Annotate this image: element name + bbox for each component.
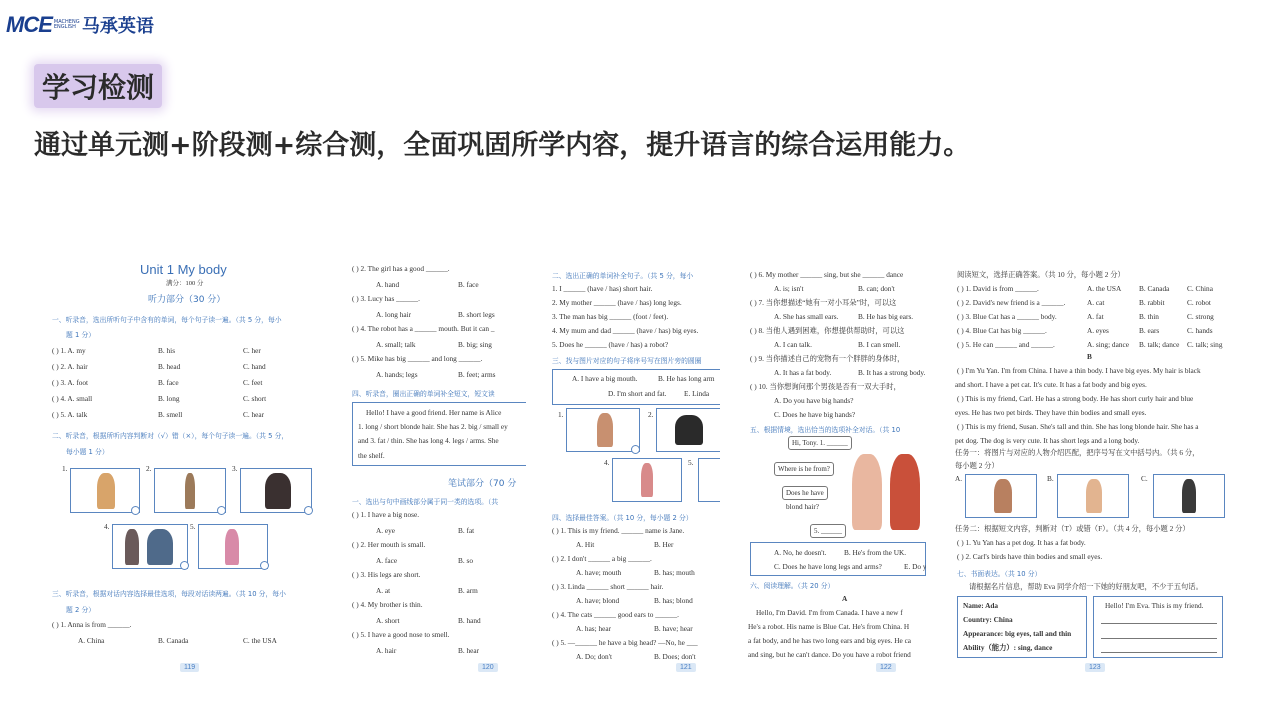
option: A. have; mouth <box>576 568 622 577</box>
speech-bubble: Does he have <box>782 486 828 500</box>
option: C. hand <box>243 362 266 371</box>
question: ( ) 5. He can ______ and ______. <box>957 340 1055 349</box>
option: A. face <box>376 556 398 565</box>
passage-line: pet dog. The dog is very cute. It has short legs and a long body. <box>955 436 1140 445</box>
option: C. talk; sing <box>1187 340 1223 349</box>
question: ( ) 9. 当你描述自己的宠物有一个胖胖的身体时， <box>750 354 905 363</box>
passage-label: A <box>842 594 848 603</box>
option: A. China <box>78 636 105 645</box>
picture-girl-yoga <box>612 458 682 502</box>
item-number: 4. <box>104 522 110 531</box>
item-number: 5. <box>688 458 694 467</box>
item-number: 1. <box>558 410 564 419</box>
passage-line: ( ) I'm Yu Yan. I'm from China. I have a thin body. I have big eyes. My hair is black <box>957 366 1201 375</box>
option: B. have; hear <box>654 624 693 633</box>
option: B. so <box>458 556 474 565</box>
section-heading: 七、书面表达。（共 10 分） <box>957 570 1042 578</box>
answer-circle[interactable] <box>131 506 140 515</box>
question: ( ) 6. My mother ______ sing, but she ______ dance <box>750 270 904 279</box>
option: B. his <box>158 346 176 355</box>
passage-line: and 3. fat / thin. She has long 4. legs / arms. She <box>358 436 499 445</box>
question: ( ) 1. Anna is from ______. <box>52 620 132 629</box>
option: A. small; talk <box>376 340 416 349</box>
option: B. hear <box>458 646 480 655</box>
passage-line: He's a robot. His name is Blue Cat. He's from China. H <box>748 622 910 631</box>
question: ( ) 5. Mike has big ______ and long ______. <box>352 354 483 363</box>
question: ( ) 7. 当你想描述“她有一对小耳朵”时，可以这 <box>750 298 897 307</box>
item-number: 1. <box>62 464 68 473</box>
option: A. cat <box>1087 298 1105 307</box>
picture-boy-mouth <box>566 408 640 452</box>
worksheet-page-123 <box>955 258 1230 678</box>
listening-heading: 听力部分（30 分） <box>148 295 226 305</box>
written-heading: 笔试部分（70 分 <box>448 479 517 489</box>
option: B. He has long arm <box>658 374 715 383</box>
passage-label: B <box>1087 352 1092 361</box>
option: B. face <box>158 378 179 387</box>
question: ( ) 1. A. my <box>52 346 86 355</box>
answer-circle[interactable] <box>631 445 640 454</box>
question: 3. The man has big ______ (foot / feet). <box>552 312 669 321</box>
question: ( ) 3. A. foot <box>52 378 89 387</box>
option: B. smell <box>158 410 183 419</box>
question: 5. Does he ______ (have / has) a robot? <box>552 340 669 349</box>
option: B. head <box>158 362 181 371</box>
option: B. It has a strong body. <box>858 368 926 377</box>
question: ( ) 4. Blue Cat has big ______. <box>957 326 1047 335</box>
question: ( ) 2. A. hair <box>52 362 88 371</box>
speech-bubble: Where is he from? <box>774 462 834 476</box>
question: 4. My mum and dad ______ (have / has) big eyes. <box>552 326 699 335</box>
option: D. I'm short and fat. <box>608 389 667 398</box>
question: ( ) 1. Yu Yan has a pet dog. It has a fat body. <box>957 538 1086 547</box>
question: ( ) 3. Lucy has ______. <box>352 294 420 303</box>
passage-line: a fat body, and he has two long ears and big eyes. He ca <box>748 636 912 645</box>
section-heading: 一、选出与句中画线部分属于同一类的选项。（共 <box>352 498 499 506</box>
picture-empty <box>698 458 720 502</box>
page-number: 121 <box>676 663 696 672</box>
section-heading: 三、听录音，根据对话内容选择最佳选项，每段对话读两遍。（共 10 分，每小 <box>52 590 286 598</box>
question: ( ) 2. The girl has a good ______. <box>352 264 450 273</box>
question: ( ) 8. 当他人遇到困难，你想提供帮助时，可以这 <box>750 326 905 335</box>
passage-line: and short. I have a pet cat. It's cute. It has a fat body and big eyes. <box>955 380 1147 389</box>
option: B. He has big ears. <box>858 312 914 321</box>
speech-bubble-cont: blond hair? <box>786 502 820 511</box>
page-number: 119 <box>180 663 199 672</box>
section-heading: 二、选出正确的单词补全句子。（共 5 分，每小 <box>552 272 694 280</box>
option: A. Do you have big hands? <box>774 396 854 405</box>
writing-line[interactable] <box>1101 638 1217 639</box>
card-country: Country: China <box>963 615 1013 624</box>
picture-label: B. <box>1047 474 1054 483</box>
option: C. Does he have long legs and arms? <box>774 562 882 571</box>
option: C. robot <box>1187 298 1211 307</box>
worksheet-page-121 <box>550 258 720 678</box>
option: A. at <box>376 586 391 595</box>
option: A. fat <box>1087 312 1104 321</box>
item-number: 2. <box>146 464 152 473</box>
picture-a <box>965 474 1037 518</box>
question: ( ) 2. Carl's birds have thin bodies and small eyes. <box>957 552 1103 561</box>
option: B. Her <box>654 540 674 549</box>
passage-line: Hello, I'm David. I'm from Canada. I have a new f <box>756 608 903 617</box>
card-ability: Ability（能力）: sing, dance <box>963 643 1053 652</box>
question: ( ) 5. I have a good nose to smell. <box>352 630 450 639</box>
logo-mark: MCE <box>6 12 52 37</box>
answer-circle[interactable] <box>217 506 226 515</box>
question: ( ) 2. I don't ______ a big ______. <box>552 554 652 563</box>
section-heading: 五、根据情境，选出恰当的选项补全对话。（共 10 <box>750 426 901 434</box>
logo-sub: MACHENG ENGLISH <box>53 19 80 30</box>
option: A. is; isn't <box>774 284 804 293</box>
question: ( ) 10. 当你想询问那个男孩是否有一双大手时， <box>750 382 901 391</box>
question: ( ) 3. His legs are short. <box>352 570 421 579</box>
option: B. face <box>458 280 479 289</box>
question: ( ) 2. Her mouth is small. <box>352 540 426 549</box>
option: A. She has small ears. <box>774 312 839 321</box>
question: ( ) 3. Linda ______ short ______ hair. <box>552 582 664 591</box>
page-number: 120 <box>478 663 498 672</box>
option: A. hair <box>376 646 397 655</box>
option: A. Hit <box>576 540 595 549</box>
option: C. her <box>243 346 261 355</box>
girl-figure <box>852 454 882 530</box>
worksheet-page-122 <box>748 258 926 678</box>
passage-line: ( ) This is my friend, Carl. He has a strong body. He has short curly hair and blue <box>957 394 1194 403</box>
section-heading: 四、选择最佳答案。（共 10 分，每小题 2 分） <box>552 514 693 522</box>
picture-girl <box>154 468 226 513</box>
page-number: 122 <box>876 663 896 672</box>
card-name: Name: Ada <box>963 601 999 610</box>
logo <box>6 8 154 42</box>
option: B. fat <box>458 526 475 535</box>
option: B. Canada <box>158 636 189 645</box>
question: ( ) 3. Blue Cat has a ______ body. <box>957 312 1057 321</box>
option: B. short legs <box>458 310 495 319</box>
option: C. feet <box>243 378 263 387</box>
task-heading-cont: 每小题 2 分） <box>955 461 999 470</box>
option: A. eye <box>376 526 396 535</box>
worksheet-page-120 <box>350 258 526 678</box>
option: A. hands; legs <box>376 370 418 379</box>
task-heading: 任务一：将图片与对应的人物介绍匹配，把序号写在文中括号内。（共 6 分， <box>955 448 1200 457</box>
option: A. I have a big mouth. <box>572 374 638 383</box>
logo-brand: 马承英语 <box>81 16 154 37</box>
writing-line[interactable] <box>1101 623 1217 624</box>
section-heading: 六、阅读理解。（共 20 分） <box>750 582 835 590</box>
worksheet-page-119 <box>48 258 338 678</box>
answer-circle[interactable] <box>260 561 269 570</box>
option: A. have; blond <box>576 596 620 605</box>
question: ( ) 1. I have a big nose. <box>352 510 420 519</box>
picture-label: C. <box>1141 474 1148 483</box>
unit-title: Unit 1 My body <box>140 262 227 277</box>
question: ( ) 2. David's new friend is a ______. <box>957 298 1066 307</box>
section-heading: 二、听录音，根据所听内容判断对（√）错（×），每个句子读一遍。（共 5 分， <box>52 432 289 440</box>
question: 2. My mother ______ (have / has) long legs. <box>552 298 682 307</box>
option: B. long <box>158 394 180 403</box>
picture-b <box>1057 474 1129 518</box>
option: B. feet; arms <box>458 370 496 379</box>
option: A. has; hear <box>576 624 612 633</box>
option: A. long hair <box>376 310 412 319</box>
option: E. Linda <box>684 389 710 398</box>
picture-two-men <box>112 524 188 569</box>
instruction: 请根据名片信息，帮助 Eva 同学介绍一下她的好朋友吧，不少于五句话。 <box>969 582 1203 591</box>
speech-bubble: Hi, Tony. 1. ______ <box>788 436 852 450</box>
answer-circle[interactable] <box>180 561 189 570</box>
question: ( ) 4. My brother is thin. <box>352 600 423 609</box>
option: B. rabbit <box>1139 298 1165 307</box>
option: C. the USA <box>243 636 277 645</box>
option: A. Do; don't <box>576 652 612 661</box>
item-number: 2. <box>648 410 654 419</box>
question: ( ) 4. The cats ______ good ears to ______. <box>552 610 679 619</box>
picture-toucan <box>656 408 720 452</box>
option: A. the USA <box>1087 284 1122 293</box>
option: C. Does he have big hands? <box>774 410 856 419</box>
section-heading-cont: 每小题 1 分） <box>66 448 109 456</box>
passage-line: Hello! I have a good friend. Her name is Alice <box>366 408 502 417</box>
option: A. I can talk. <box>774 340 812 349</box>
section-heading: 三、找与图片对应的句子将序号写在图片旁的圆圈 <box>552 357 702 365</box>
question: ( ) 5. A. talk <box>52 410 88 419</box>
question: ( ) 1. This is my friend. ______ name is Jane. <box>552 526 685 535</box>
option: B. I can smell. <box>858 340 901 349</box>
option: A. eyes <box>1087 326 1109 335</box>
answer-circle[interactable] <box>304 506 313 515</box>
section-heading: 一、听录音，选出所听句子中含有的单词，每个句子读一遍。（共 5 分，每小 <box>52 316 282 324</box>
speech-bubble: 5. ______ <box>810 524 846 538</box>
full-score: 满分：100 分 <box>166 280 204 287</box>
option: A. sing; dance <box>1087 340 1129 349</box>
section-heading-cont: 题 1 分） <box>66 331 96 339</box>
option: C. short <box>243 394 267 403</box>
subtitle: 通过单元测+阶段测+综合测，全面巩固所学内容，提升语言的综合运用能力。 <box>34 130 971 161</box>
card-appearance: Appearance: big eyes, tall and thin <box>963 629 1072 638</box>
boy-figure <box>890 454 920 530</box>
option: B. talk; dance <box>1139 340 1180 349</box>
option: B. ears <box>1139 326 1160 335</box>
picture-doll <box>240 468 312 513</box>
task-heading: 任务二：根据短文内容，判断对（T）或错（F）。（共 4 分，每小题 2 分） <box>955 524 1190 533</box>
question: ( ) 1. David is from ______. <box>957 284 1039 293</box>
option: B. He's from the UK. <box>844 548 907 557</box>
option: C. hear <box>243 410 265 419</box>
question: ( ) 4. A. small <box>52 394 93 403</box>
passage-line: the shelf. <box>358 451 385 460</box>
option: C. strong <box>1187 312 1214 321</box>
option: B. hand <box>458 616 481 625</box>
option: B. Canada <box>1139 284 1170 293</box>
option: C. hands <box>1187 326 1213 335</box>
option: B. can; don't <box>858 284 895 293</box>
option: A. No, he doesn't. <box>774 548 827 557</box>
writing-line[interactable] <box>1101 652 1217 653</box>
picture-c <box>1153 474 1225 518</box>
option: B. thin <box>1139 312 1159 321</box>
picture-dancer <box>198 524 268 569</box>
page-number: 123 <box>1085 663 1105 672</box>
section-title: 学习检测 <box>34 64 162 108</box>
option: B. has; mouth <box>654 568 695 577</box>
question: ( ) 5. —______ he have a big head? —No, he ___ <box>552 638 698 647</box>
instruction: 阅读短文，选择正确答案。（共 10 分，每小题 2 分） <box>957 270 1125 279</box>
passage-line: eyes. He has two pet birds. They have thin bodies and small eyes. <box>955 408 1147 417</box>
passage-line: 1. long / short blonde hair. She has 2. big / small ey <box>358 422 508 431</box>
picture-boy <box>70 468 140 513</box>
section-heading-cont: 题 2 分） <box>66 606 96 614</box>
section-heading: 四、听录音，圈出正确的单词补全短文，短文读 <box>352 390 495 398</box>
option: A. short <box>376 616 400 625</box>
option: A. It has a fat body. <box>774 368 832 377</box>
item-number: 3. <box>232 464 238 473</box>
question: ( ) 4. The robot has a ______ mouth. But it can _ <box>352 324 495 333</box>
option: C. China <box>1187 284 1213 293</box>
picture-label: A. <box>955 474 963 483</box>
option: B. arm <box>458 586 478 595</box>
writing-start: Hello! I'm Eva. This is my friend. <box>1105 601 1204 610</box>
option: E. Do y <box>904 562 926 571</box>
option: B. has; blond <box>654 596 693 605</box>
option: A. hand <box>376 280 400 289</box>
passage-line: and sing, but he can't dance. Do you have a robot friend <box>748 650 911 659</box>
passage-line: ( ) This is my friend, Susan. She's tall and thin. She has long blonde hair. She has a <box>957 422 1199 431</box>
option: B. big; sing <box>458 340 492 349</box>
item-number: 5. <box>190 522 196 531</box>
option: B. Does; don't <box>654 652 696 661</box>
question: 1. I ______ (have / has) short hair. <box>552 284 653 293</box>
item-number: 4. <box>604 458 610 467</box>
